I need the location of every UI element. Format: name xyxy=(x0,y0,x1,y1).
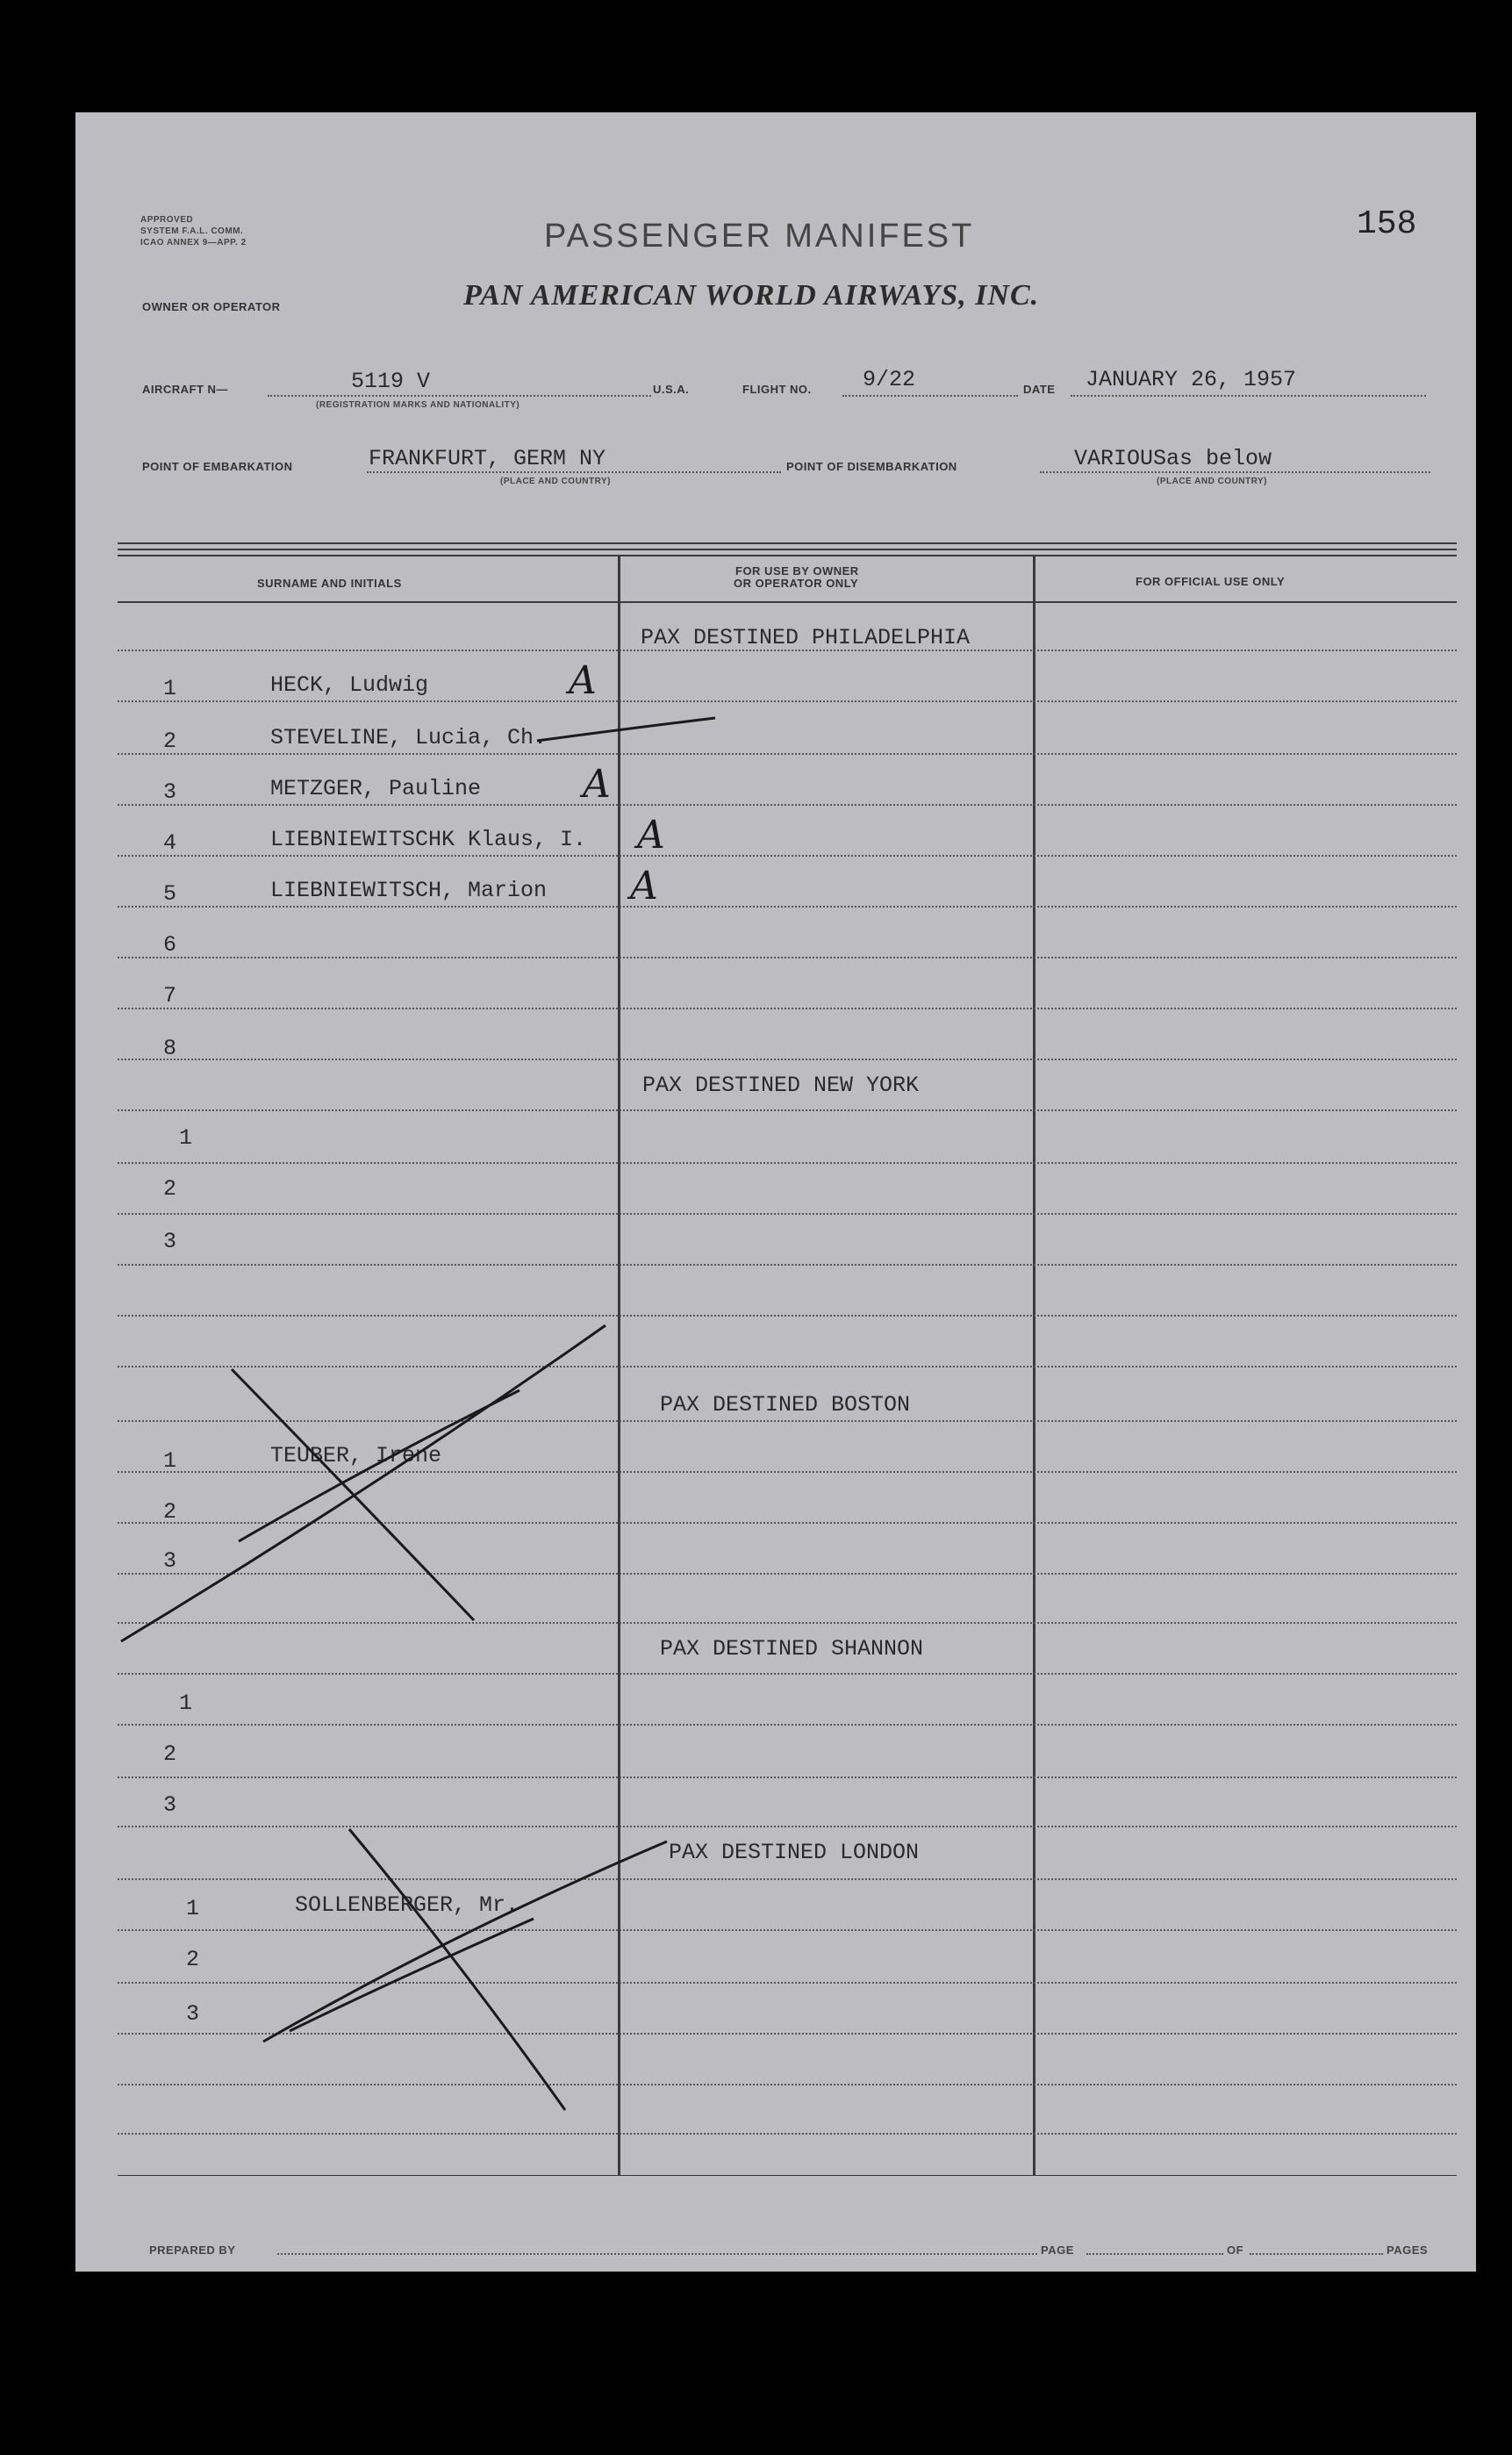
row-number: 3 xyxy=(163,1792,177,1818)
strike-cross-boston-c xyxy=(239,1390,520,1541)
section-header-philadelphia: PAX DESTINED PHILADELPHIA xyxy=(641,625,971,650)
flight-label: FLIGHT NO. xyxy=(742,383,812,396)
row-number: 6 xyxy=(163,932,177,958)
row-number: 3 xyxy=(163,1229,177,1254)
date-value: JANUARY 26, 1957 xyxy=(1086,367,1297,392)
row-number: 2 xyxy=(163,1741,177,1767)
section-header-boston: PAX DESTINED BOSTON xyxy=(660,1392,911,1418)
page-number: 158 xyxy=(1357,205,1417,243)
passenger-name: METZGER, Pauline xyxy=(270,776,482,801)
aircraft-value: 5119 V xyxy=(351,369,431,394)
handwritten-check-mark: A xyxy=(637,813,665,858)
strike-cross-london-a xyxy=(349,1829,565,2110)
form-title: PASSENGER MANIFEST xyxy=(544,218,975,255)
row-number: 4 xyxy=(163,830,177,856)
passenger-name: LIEBNIEWITSCHK Klaus, I. xyxy=(270,827,587,852)
operator-name: PAN AMERICAN WORLD AIRWAYS, INC. xyxy=(463,279,1040,312)
column-header-owner-use-1: FOR USE BY OWNER xyxy=(735,564,859,578)
prepared-by-label: PREPARED BY xyxy=(149,2243,236,2257)
pages-label: PAGES xyxy=(1387,2243,1429,2257)
column-header-owner-use-2: OR OPERATOR ONLY xyxy=(734,577,859,590)
aircraft-label: AIRCRAFT N— xyxy=(142,383,228,396)
passenger-name: LIEBNIEWITSCH, Marion xyxy=(270,878,548,903)
approval-note-line-3: ICAO ANNEX 9—APP. 2 xyxy=(140,238,247,248)
embarkation-caption: (PLACE AND COUNTRY) xyxy=(500,477,611,486)
nationality: U.S.A. xyxy=(653,383,690,396)
row-number: 8 xyxy=(163,1036,177,1061)
row-number: 2 xyxy=(186,1947,200,1972)
row-number: 3 xyxy=(186,2001,200,2027)
embarkation-value: FRANKFURT, GERM NY xyxy=(369,446,606,471)
owner-label: OWNER OR OPERATOR xyxy=(142,300,281,313)
flight-value: 9/22 xyxy=(863,367,916,392)
row-number: 1 xyxy=(179,1691,193,1716)
passenger-name: STEVELINE, Lucia, Ch. xyxy=(270,725,548,750)
row-number: 2 xyxy=(163,1499,177,1525)
row-number: 3 xyxy=(163,1548,177,1574)
passenger-name: SOLLENBERGER, Mr. xyxy=(295,1892,520,1918)
row-number: 3 xyxy=(163,779,177,805)
handwritten-check-mark: A xyxy=(569,658,597,703)
column-header-official-use: FOR OFFICIAL USE ONLY xyxy=(1136,575,1286,588)
section-header-london: PAX DESTINED LONDON xyxy=(669,1840,920,1865)
date-label: DATE xyxy=(1023,383,1056,396)
disembarkation-label: POINT OF DISEMBARKATION xyxy=(786,460,957,473)
row-number: 2 xyxy=(163,1176,177,1202)
page-label: PAGE xyxy=(1041,2243,1074,2257)
passenger-name: HECK, Ludwig xyxy=(270,672,429,698)
embarkation-label: POINT OF EMBARKATION xyxy=(142,460,293,473)
strike-cross-london-c xyxy=(290,1919,534,2031)
section-header-new-york: PAX DESTINED NEW YORK xyxy=(642,1073,920,1098)
section-header-shannon: PAX DESTINED SHANNON xyxy=(660,1636,924,1662)
of-label: OF xyxy=(1227,2243,1244,2257)
row-number: 1 xyxy=(163,676,177,701)
registration-caption: (REGISTRATION MARKS AND NATIONALITY) xyxy=(316,400,520,410)
row-number: 1 xyxy=(186,1896,200,1921)
handwritten-check-mark: A xyxy=(583,762,611,807)
handwritten-check-mark: A xyxy=(630,864,658,908)
row-number: 2 xyxy=(163,729,177,754)
strike-cross-boston-b xyxy=(121,1325,606,1641)
approval-note-line-1: APPROVED xyxy=(140,215,194,225)
row-number: 5 xyxy=(163,881,177,907)
passenger-name: TEUBER, Irene xyxy=(270,1443,442,1468)
disembarkation-caption: (PLACE AND COUNTRY) xyxy=(1157,477,1267,486)
approval-note-line-2: SYSTEM F.A.L. COMM. xyxy=(140,226,244,236)
strike-line-steveline xyxy=(537,718,715,741)
row-number: 7 xyxy=(163,983,177,1009)
row-number: 1 xyxy=(179,1125,193,1151)
disembarkation-value: VARIOUSas below xyxy=(1074,446,1272,471)
column-header-surname: SURNAME AND INITIALS xyxy=(257,577,402,590)
row-number: 1 xyxy=(163,1448,177,1474)
strike-cross-london-b xyxy=(263,1841,667,2042)
